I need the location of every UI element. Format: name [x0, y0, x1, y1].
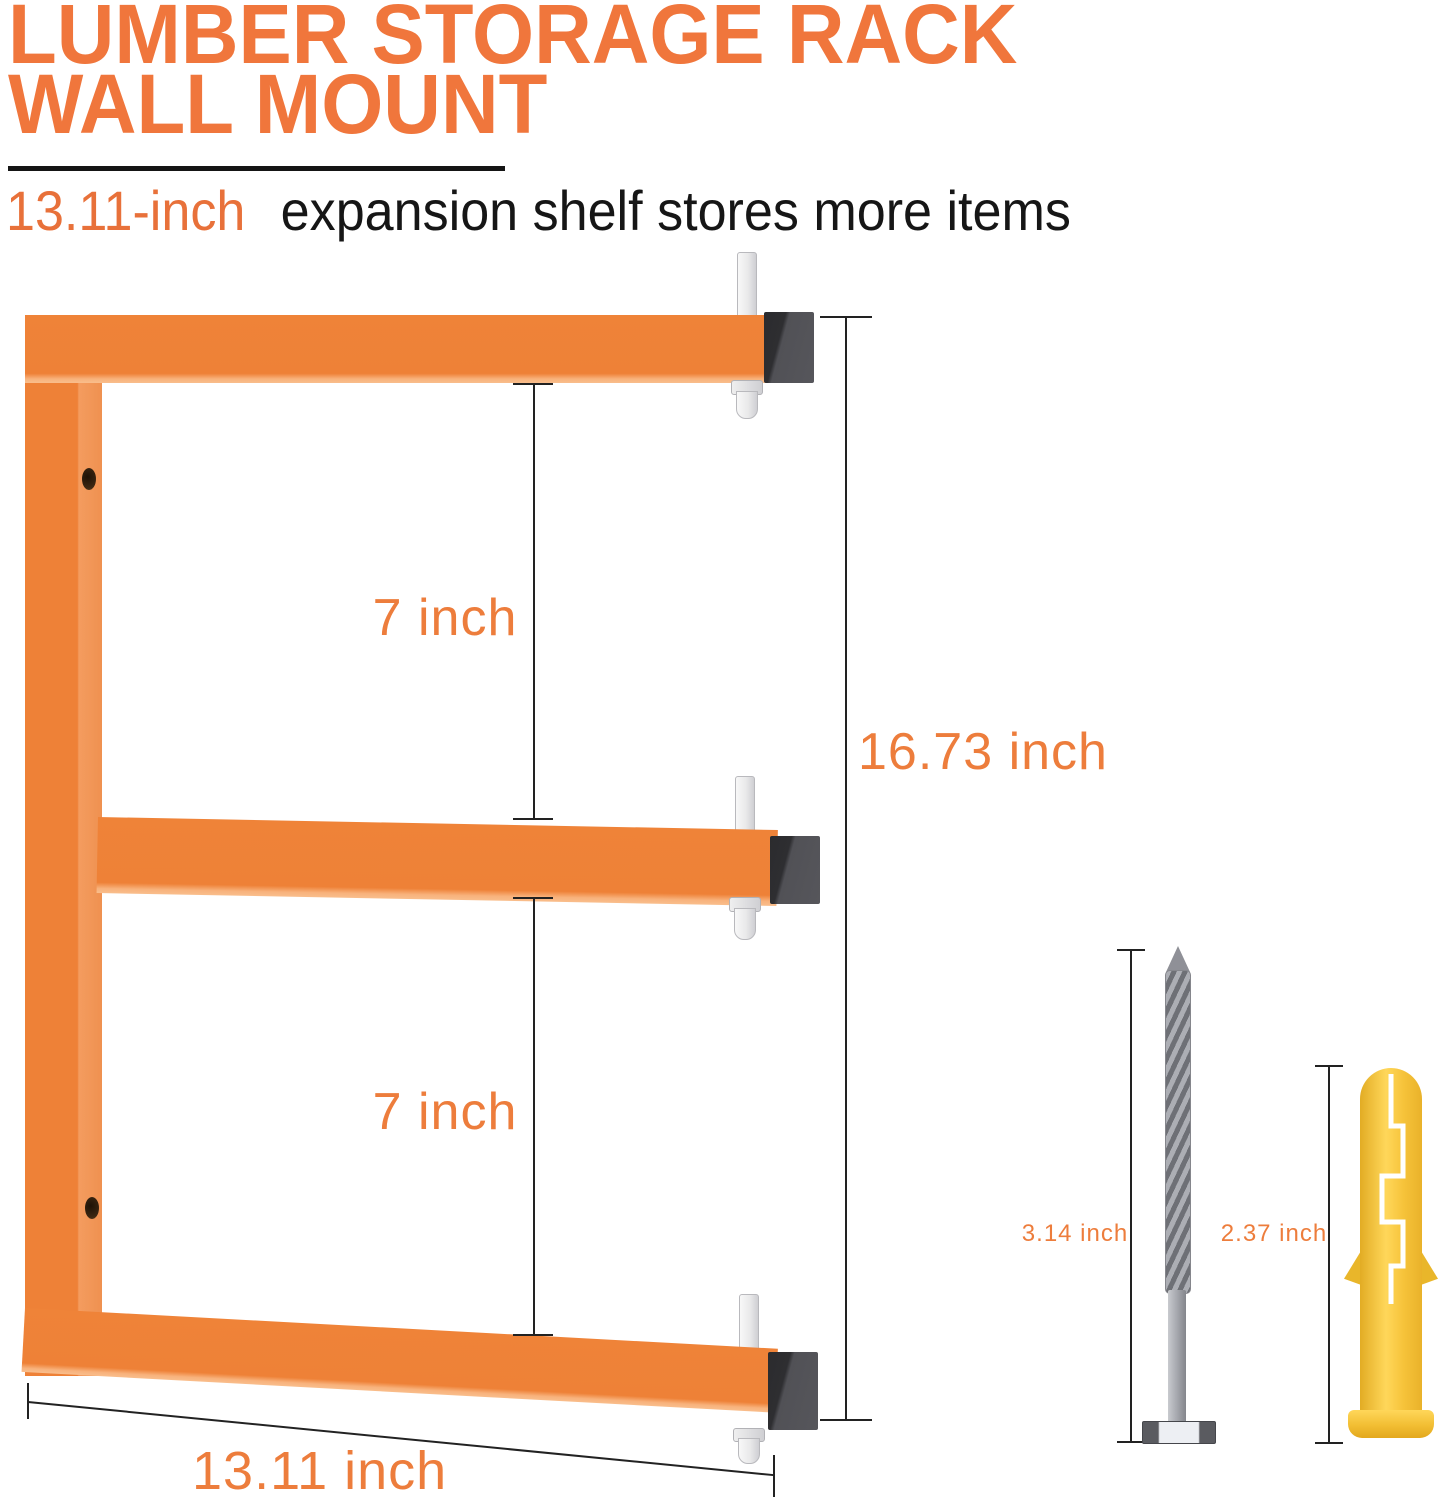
- screw-tip: [1166, 946, 1190, 972]
- subtitle-text: expansion shelf stores more items: [280, 179, 1071, 242]
- screw-shank: [1168, 1290, 1186, 1424]
- label-shelf-width: 13.11 inch: [192, 1441, 448, 1499]
- dim-tick: [773, 1455, 775, 1497]
- mounting-pin-top-upper: [737, 252, 757, 320]
- anchor-expansion-slit: [1360, 1068, 1422, 1420]
- rack-top-arm: [25, 315, 767, 383]
- dim-tick: [1315, 1442, 1343, 1444]
- title-underline: [8, 166, 505, 171]
- dim-tick: [820, 1419, 872, 1421]
- mounting-pin-middle-lower: [734, 908, 756, 940]
- rack-bottom-arm: [22, 1308, 778, 1413]
- dim-tick: [513, 818, 553, 820]
- wall-anchor-body: [1360, 1068, 1422, 1420]
- page-title-line1: LUMBER STORAGE RACK: [8, 0, 1018, 81]
- middle-arm-end-cap: [770, 836, 820, 904]
- screw-thread: [1165, 970, 1191, 1294]
- dim-line-screw: [1130, 950, 1132, 1442]
- label-total-height: 16.73 inch: [858, 723, 1108, 781]
- screw-hole-top: [82, 468, 96, 490]
- mounting-pin-bottom-lower: [738, 1438, 760, 1464]
- dim-line-anchor: [1328, 1066, 1330, 1443]
- page-title-line2: WALL MOUNT: [8, 57, 548, 151]
- mounting-pin-top-lower: [736, 391, 758, 419]
- dim-tick: [513, 1334, 553, 1336]
- screw-hole-bottom: [85, 1197, 99, 1219]
- label-upper-gap: 7 inch: [372, 589, 518, 647]
- subtitle-highlight: 13.11-inch: [6, 179, 246, 242]
- top-arm-end-cap: [764, 312, 814, 383]
- label-anchor-length: 2.37 inch: [1220, 1220, 1328, 1247]
- label-screw-length: 3.14 inch: [1021, 1220, 1129, 1247]
- dim-line-total-height: [845, 317, 847, 1420]
- bottom-arm-end-cap: [768, 1352, 818, 1430]
- anchor-flange: [1348, 1410, 1434, 1438]
- subtitle: [6, 179, 1071, 242]
- label-lower-gap: 7 inch: [372, 1083, 518, 1141]
- screw-head: [1142, 1421, 1216, 1444]
- rack-middle-arm: [97, 817, 778, 906]
- dim-tick: [1117, 1441, 1145, 1443]
